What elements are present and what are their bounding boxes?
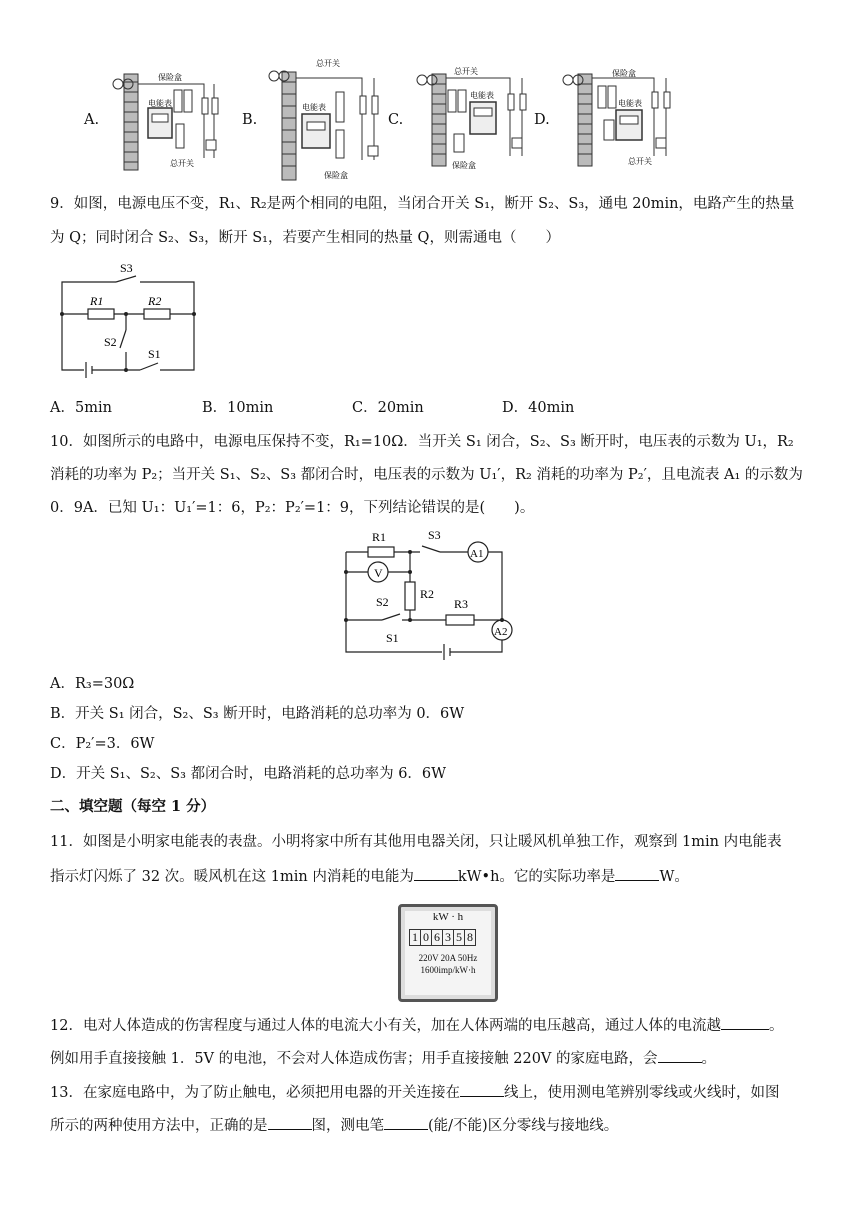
q9-text-line1: 9．如图，电源电压不变，R₁、R₂是两个相同的电阻，当闭合开关 S₁，断开 S₂、S₃，通电 20min，电路产生的热量 — [50, 196, 795, 212]
q9-label-r1: R1 — [90, 294, 104, 308]
q8b-part-switch: 总开关 — [316, 59, 340, 68]
q8-option-c-label[interactable]: C. — [388, 112, 404, 128]
q13-line2-part-a: 所示的两种使用方法中，正确的是 — [50, 1118, 268, 1134]
q10-option-a[interactable]: A．R₃=30Ω — [50, 676, 135, 692]
q10-label-a2: A2 — [494, 626, 508, 638]
q10-circuit-diagram — [336, 524, 522, 660]
q10-label-r1: R1 — [372, 530, 387, 544]
q13-line1-part-a: 13．在家庭电路中，为了防止触电，必须把用电器的开关连接在 — [50, 1085, 460, 1101]
q10-text-line1: 10．如图所示的电路中，电源电压保持不变，R₁=10Ω．当开关 S₁ 闭合，S₂、S₃ 断开时，电压表的示数为 U₁，R₂ — [50, 434, 794, 450]
q8-option-c-diagram — [408, 64, 536, 172]
q13-line2-part-b: 图，测电笔 — [311, 1118, 384, 1134]
q9-option-d[interactable]: D．40min — [502, 400, 575, 416]
q10-label-s2: S2 — [376, 595, 389, 609]
q12-text-line2 — [50, 1048, 716, 1069]
q12-blank-2[interactable] — [658, 1048, 702, 1063]
q9-label-r2: R2 — [148, 294, 162, 308]
q8-option-a-label[interactable]: A. — [84, 112, 100, 128]
q8a-part-meter: 电能表 — [148, 99, 172, 108]
q10-label-r3: R3 — [454, 597, 469, 611]
q8a-part-fuse: 保险盒 — [158, 73, 182, 82]
meter-digit: 5 — [454, 930, 465, 945]
q9-label-s1: S1 — [148, 347, 161, 361]
meter-digit: 6 — [432, 930, 443, 945]
q12-line1-part-a: 12．电对人体造成的伤害程度与通过人体的电流大小有关，加在人体两端的电压越高，通过人体的电流越 — [50, 1018, 721, 1034]
q8d-part-meter: 电能表 — [618, 99, 642, 108]
q9-option-c[interactable]: C．20min — [352, 400, 424, 416]
q12-line2-part-a: 例如用手直接接触 1．5V 的电池，不会对人体造成伤害；用手直接接触 220V 的家庭电路，会 — [50, 1051, 658, 1067]
q8-option-d-diagram — [554, 64, 680, 172]
q10-label-r2: R2 — [420, 587, 435, 601]
q13-blank-2[interactable] — [268, 1115, 312, 1130]
meter-digit: 3 — [443, 930, 454, 945]
q10-text-line3: 0．9A．已知 U₁：U₁′=1：6，P₂：P₂′=1：9，下列结论错误的是( )。 — [50, 500, 535, 516]
meter-unit: kW · h — [432, 911, 464, 923]
q8b-part-fuse: 保险盒 — [324, 171, 348, 180]
meter-spec-2: 1600imp/kW·h — [420, 965, 476, 975]
q11-line2-part-b: kW•h。它的实际功率是 — [457, 869, 616, 885]
q10-option-d[interactable]: D．开关 S₁、S₂、S₃ 都闭合时，电路消耗的总功率为 6．6W — [50, 766, 447, 782]
q8-option-b-diagram — [262, 56, 388, 184]
q10-option-b[interactable]: B．开关 S₁ 闭合，S₂、S₃ 断开时，电路消耗的总功率为 0．6W — [50, 706, 465, 722]
q9-text-line2: 为 Q；同时闭合 S₂、S₃，断开 S₁，若要产生相同的热量 Q，则需通电（ ） — [50, 230, 560, 246]
q10-label-s3: S3 — [428, 528, 441, 542]
q8d-part-fuse: 保险盒 — [612, 69, 636, 78]
meter-spec-1: 220V 20A 50Hz — [418, 953, 478, 963]
q9-circuit-diagram — [48, 256, 208, 386]
q12-blank-1[interactable] — [721, 1015, 769, 1030]
q9-option-a[interactable]: A．5min — [50, 400, 112, 416]
q11-blank-power[interactable] — [615, 866, 659, 881]
q8c-part-switch: 总开关 — [454, 67, 478, 76]
q13-line1-part-b: 线上，使用测电笔辨别零线或火线时，如图 — [503, 1085, 780, 1101]
q8c-part-meter: 电能表 — [470, 91, 494, 100]
q13-text-line2 — [50, 1115, 618, 1136]
q11-blank-energy[interactable] — [414, 866, 458, 881]
q12-line1-part-b: 。 — [768, 1018, 784, 1034]
q11-text-line2 — [50, 866, 689, 887]
q10-option-c[interactable]: C．P₂′=3．6W — [50, 736, 155, 752]
q8-option-b-label[interactable]: B. — [242, 112, 258, 128]
q11-line2-part-a: 指示灯闪烁了 32 次。暖风机在这 1min 内消耗的电能为 — [50, 869, 414, 885]
meter-digit: 1 — [410, 930, 421, 945]
q11-text-line1: 11．如图是小明家电能表的表盘。小明将家中所有其他用电器关闭，只让暖风机单独工作，观察到 1min 内电能表 — [50, 834, 782, 850]
q10-label-a1: A1 — [470, 548, 484, 560]
q12-text-line1 — [50, 1015, 783, 1036]
q8d-part-switch: 总开关 — [628, 157, 652, 166]
q8b-part-meter: 电能表 — [302, 103, 326, 112]
q11-line2-part-c: W。 — [659, 869, 689, 885]
section-2-heading: 二、填空题（每空 1 分） — [50, 798, 216, 815]
q10-label-s1: S1 — [386, 631, 399, 645]
meter-digits — [409, 929, 476, 946]
meter-digit: 0 — [421, 930, 432, 945]
q9-option-b[interactable]: B．10min — [202, 400, 274, 416]
q10-text-line2: 消耗的功率为 P₂；当开关 S₁、S₂、S₃ 都闭合时，电压表的示数为 U₁′，R₂ 消耗的功率为 P₂′，且电流表 A₁ 的示数为 — [50, 467, 803, 483]
q8c-part-fuse: 保险盒 — [452, 161, 476, 170]
meter-digit: 8 — [467, 930, 473, 944]
q13-blank-1[interactable] — [460, 1082, 504, 1097]
q8-option-d-label[interactable]: D. — [534, 112, 550, 128]
q13-text-line1 — [50, 1082, 779, 1103]
q8-option-a-diagram — [104, 68, 234, 174]
energy-meter-dial — [398, 904, 498, 1002]
q8a-part-switch: 总开关 — [170, 159, 194, 168]
q9-label-s3: S3 — [120, 261, 133, 275]
q9-label-s2: S2 — [104, 335, 117, 349]
q13-line2-part-c: (能/不能)区分零线与接地线。 — [428, 1118, 619, 1134]
q13-blank-3[interactable] — [384, 1115, 428, 1130]
q10-label-v: V — [374, 566, 383, 580]
q12-line2-part-b: 。 — [701, 1051, 717, 1067]
